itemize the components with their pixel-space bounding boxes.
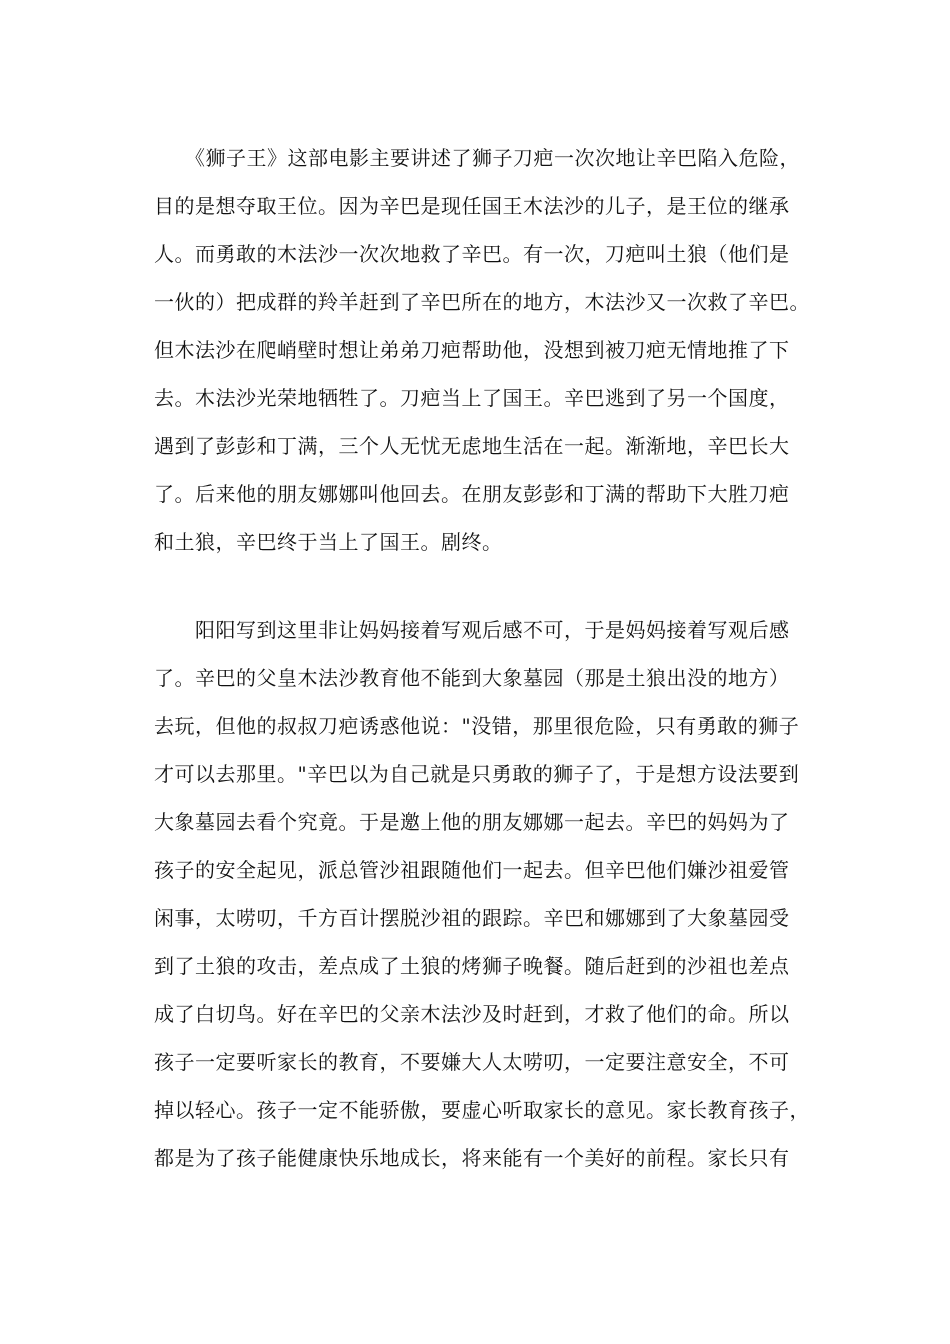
text-line: 闲事，太唠叨，千方百计摆脱沙祖的跟踪。辛巴和娜娜到了大象墓园受	[154, 906, 790, 930]
text-line: 遇到了彭彭和丁满，三个人无忧无虑地生活在一起。渐渐地，辛巴长大	[154, 434, 790, 458]
text-line: 去。木法沙光荣地牺牲了。刀疤当上了国王。辛巴逃到了另一个国度，	[154, 386, 790, 410]
text-line: 大象墓园去看个究竟。于是邀上他的朋友娜娜一起去。辛巴的妈妈为了	[154, 810, 790, 834]
text-line: 一伙的）把成群的羚羊赶到了辛巴所在的地方，木法沙又一次救了辛巴。	[154, 290, 810, 314]
text-line: 目的是想夺取王位。因为辛巴是现任国王木法沙的儿子，是王位的继承	[154, 194, 790, 218]
text-line: 去玩，但他的叔叔刀疤诱惑他说："没错，那里很危险，只有勇敢的狮子	[154, 714, 800, 738]
paragraph-1	[154, 134, 810, 566]
text-line: 孩子一定要听家长的教育，不要嫌大人太唠叨，一定要注意安全，不可	[154, 1050, 790, 1074]
text-line: 人。而勇敢的木法沙一次次地救了辛巴。有一次，刀疤叫土狼（他们是	[154, 242, 790, 266]
text-line: 孩子的安全起见，派总管沙祖跟随他们一起去。但辛巴他们嫌沙祖爱管	[154, 858, 790, 882]
text-line: 掉以轻心。孩子一定不能骄傲，要虚心听取家长的意见。家长教育孩子，	[154, 1098, 810, 1122]
paragraph-2	[154, 606, 810, 1182]
text-line: 了。辛巴的父皇木法沙教育他不能到大象墓园（那是土狼出没的地方）	[154, 666, 790, 690]
text-line: 成了白切鸟。好在辛巴的父亲木法沙及时赶到，才救了他们的命。所以	[154, 1002, 790, 1026]
text-line: 到了土狼的攻击，差点成了土狼的烤狮子晚餐。随后赶到的沙祖也差点	[154, 954, 790, 978]
text-line: 《狮子王》这部电影主要讲述了狮子刀疤一次次地让辛巴陷入危险，	[154, 146, 800, 170]
text-line: 和土狼，辛巴终于当上了国王。剧终。	[154, 530, 503, 554]
text-line: 但木法沙在爬峭壁时想让弟弟刀疤帮助他，没想到被刀疤无情地推了下	[154, 338, 790, 362]
text-line: 都是为了孩子能健康快乐地成长，将来能有一个美好的前程。家长只有	[154, 1146, 790, 1170]
text-line: 才可以去那里。"辛巴以为自己就是只勇敢的狮子了，于是想方设法要到	[154, 762, 800, 786]
text-line: 阳阳写到这里非让妈妈接着写观后感不可，于是妈妈接着写观后感	[154, 618, 790, 642]
text-line: 了。后来他的朋友娜娜叫他回去。在朋友彭彭和丁满的帮助下大胜刀疤	[154, 482, 790, 506]
